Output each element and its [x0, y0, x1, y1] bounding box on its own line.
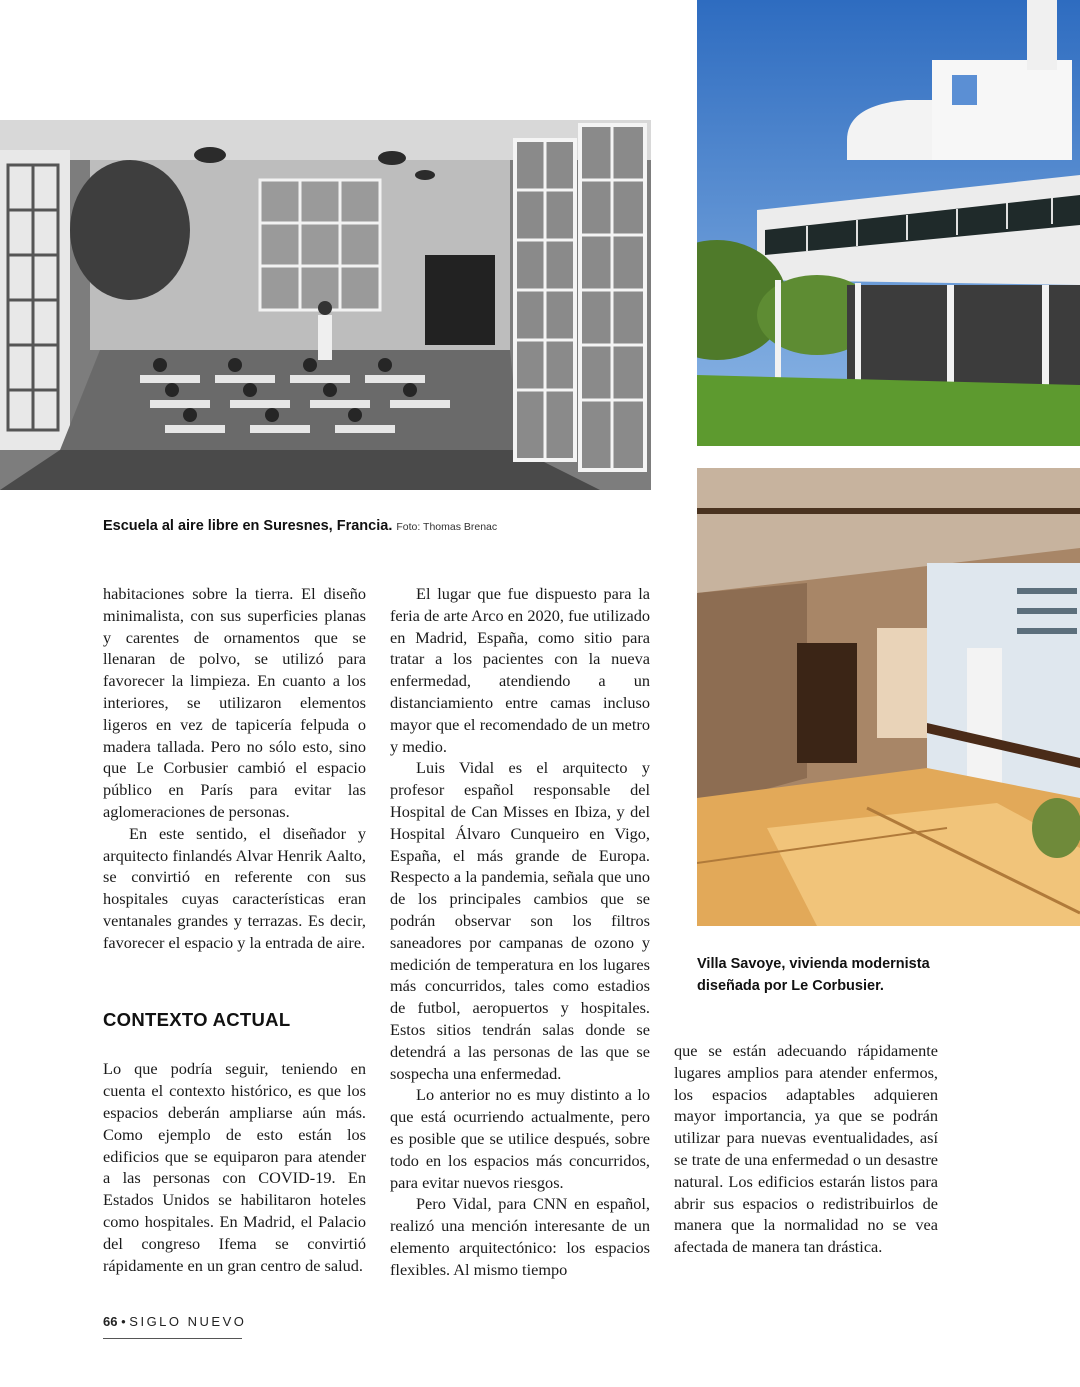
paragraph: Lo anterior no es muy distinto a lo que está ocurriendo actualmente, pero es posible que se utilice después, sobre todo en los espacios más concurridos, para evitar nuevos riesgos.	[390, 1085, 650, 1192]
publication-name: SIGLO NUEVO	[129, 1314, 247, 1329]
classroom-caption	[103, 518, 663, 534]
classroom-photo	[0, 120, 651, 490]
section-heading: CONTEXTO ACTUAL	[103, 1008, 291, 1030]
folio-rule	[103, 1338, 242, 1339]
villa-interior-illustration	[697, 468, 1080, 926]
villa-savoye-exterior-photo	[697, 0, 1080, 446]
paragraph: Lo que podría seguir, teniendo en cuenta el contexto histórico, es que los espacios deberán ampliarse aún más. Como ejemplo de esto están los edificios que se equiparon para atender a las personas con COVID-19. En Estados Unidos se habilitaron hoteles como hospitales. En Madrid, el Palacio del congreso Ifema se convirtió rápidamente en un gran centro de salud.	[103, 1059, 366, 1275]
paragraph: En este sentido, el diseñador y arquitecto finlandés Alvar Henrik Aalto, se convirtió en referente con sus hospitales cuyas características eran ventanales grandes y terrazas. Es decir, favorecer el espacio y la entrada de aire.	[103, 823, 366, 952]
article-column-3	[674, 1040, 938, 1258]
paragraph: Pero Vidal, para CNN en español, realizó una mención interesante de un elemento arquitectónico: los espacios flexibles. Al mismo tiempo	[390, 1194, 650, 1279]
paragraph: El lugar que fue dispuesto para la feria de arte Arco en 2020, fue utilizado en Madrid, España, como sitio para tratar a los pacientes con la nueva enfermedad, atendiendo a un distanciamiento entre camas incluso mayor que el recomendado de un metro y medio.	[390, 584, 650, 756]
page-folio	[103, 1314, 246, 1329]
villa-savoye-interior-photo	[697, 468, 1080, 926]
folio-separator: •	[121, 1314, 126, 1329]
classroom-photo-illustration	[0, 120, 651, 490]
paragraph: habitaciones sobre la tierra. El diseño minimalista, con sus superficies planas y carentes de ornamentos que se llenaran de polvo, se utilizó para favorecer la limpieza. En cuanto a los interiores, se utilizaron elementos ligeros en vez de tapicería felpuda o madera tallada. Pero no sólo esto, sino que Le Corbusier cambió el espacio público en París para evitar las aglomeraciones de personas.	[103, 584, 366, 821]
classroom-caption-text: Escuela al aire libre en Suresnes, Francia.	[103, 518, 393, 534]
page-number: 66	[103, 1314, 118, 1329]
villa-exterior-illustration	[697, 0, 1080, 446]
article-column-2	[390, 583, 650, 1281]
photo-credit: Foto: Thomas Brenac	[396, 521, 498, 533]
paragraph: que se están adecuando rápidamente lugares amplios para atender enfermos, los espacios adaptables adquieren mayor importancia, ya que se podrán utilizar para nuevas eventualidades, así se trate de una enfermedad o un desastre natural. Los edificios estarán listos para abrir sus espacios o redistribuirlos de manera que la normalidad no se vea afectada de manera tan drástica.	[674, 1041, 938, 1257]
villa-savoye-caption: Villa Savoye, vivienda modernista diseñada por Le Corbusier.	[697, 956, 930, 994]
article-column-1	[103, 583, 366, 1276]
paragraph: Luis Vidal es el arquitecto y profesor español responsable del Hospital de Can Misses en Ibiza, y del Hospital Álvaro Cunqueiro en Vigo, España, el más grande de Europa. Respecto a la pandemia, señala que uno de los principales cambios que se podrán observar son los filtros saneadores por campanas de ozono y medición de temperatura en los lugares más concurridos, tales como estadios de futbol, aeropuertos y hospitales. Estos sitios tendrán salas donde se detendrá a las personas de las que se sospecha una enfermedad.	[390, 758, 650, 1083]
